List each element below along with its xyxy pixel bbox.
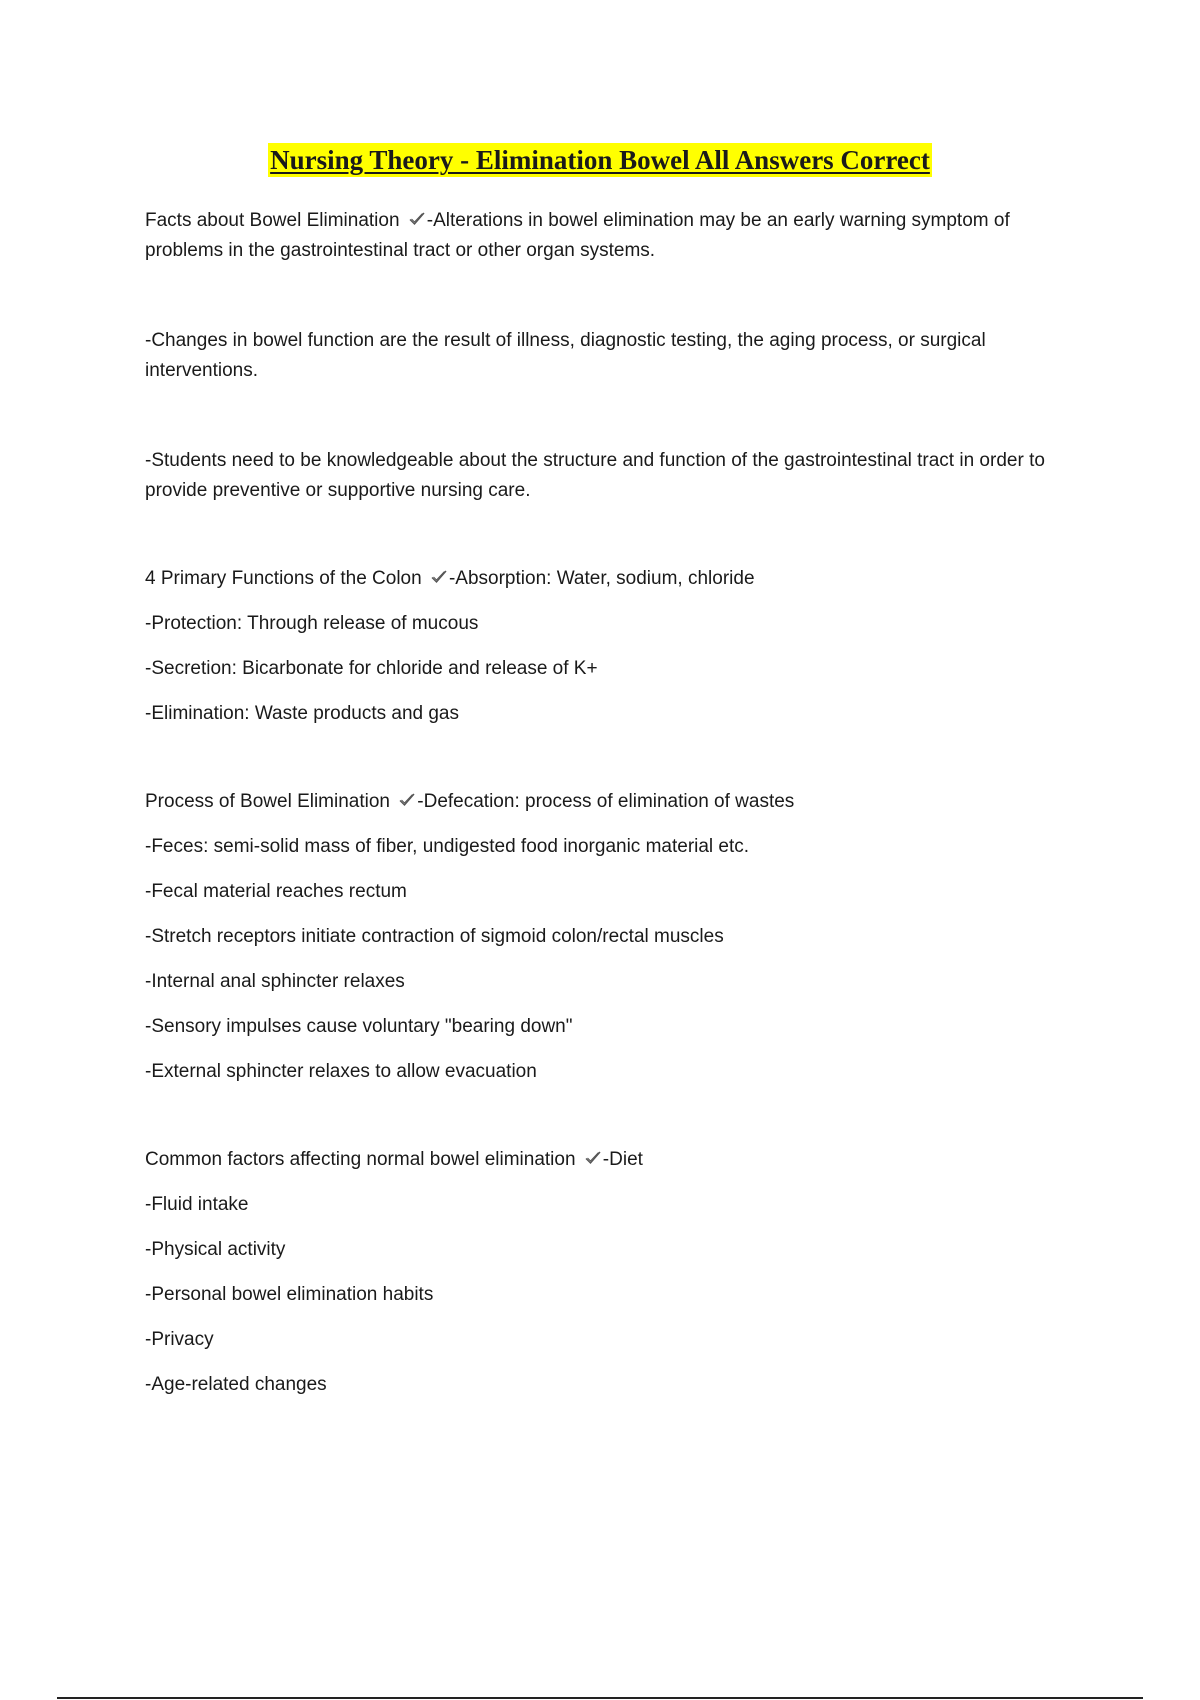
list-item: -Fecal material reaches rectum — [145, 881, 407, 902]
footer-divider — [57, 1697, 1143, 1699]
question-text: Common factors affecting normal bowel elimination — [145, 1149, 576, 1170]
question-text: Process of Bowel Elimination — [145, 791, 390, 812]
qa-entry-colon-functions — [145, 564, 1085, 594]
list-item: -Fluid intake — [145, 1194, 249, 1215]
list-item: -Internal anal sphincter relaxes — [145, 971, 405, 992]
paragraph: -Students need to be knowledgeable about the structure and function of the gastrointestinal tract in order to provide preventive or supportive nursing care. — [145, 450, 1045, 501]
answer-text: -Defecation: process of elimination of wastes — [417, 791, 795, 812]
paragraph: -Changes in bowel function are the result of illness, diagnostic testing, the aging process, or surgical interventions. — [145, 330, 986, 381]
list-item: -Age-related changes — [145, 1374, 327, 1395]
answer-text: -Diet — [602, 1149, 643, 1170]
check-mark-icon — [408, 210, 426, 228]
document-title: Nursing Theory - Elimination Bowel All Answers Correct — [270, 145, 930, 175]
document-body — [145, 206, 1085, 1400]
title-container — [0, 143, 1200, 177]
answer-text: -Absorption: Water, sodium, chloride — [448, 568, 755, 589]
check-mark-icon — [584, 1149, 602, 1167]
qa-entry-common-factors — [145, 1145, 1085, 1175]
check-mark-icon — [398, 791, 416, 809]
list-item: -Physical activity — [145, 1239, 286, 1260]
list-item: -External sphincter relaxes to allow evacuation — [145, 1061, 537, 1082]
list-item: -Privacy — [145, 1329, 214, 1350]
list-item: -Protection: Through release of mucous — [145, 613, 479, 634]
list-item: -Personal bowel elimination habits — [145, 1284, 434, 1305]
list-item: -Secretion: Bicarbonate for chloride and release of K+ — [145, 658, 598, 679]
answer-text: -Alterations in bowel elimination may be an early warning symptom of problems in the gastrointestinal tract or other organ systems. — [145, 210, 1010, 261]
qa-entry-elimination-process — [145, 787, 1085, 817]
question-text: Facts about Bowel Elimination — [145, 210, 400, 231]
list-item: -Elimination: Waste products and gas — [145, 703, 460, 724]
qa-entry-bowel-facts — [145, 206, 1085, 266]
question-text: 4 Primary Functions of the Colon — [145, 568, 422, 589]
list-item: -Stretch receptors initiate contraction of sigmoid colon/rectal muscles — [145, 926, 724, 947]
list-item: -Sensory impulses cause voluntary "bearing down" — [145, 1016, 573, 1037]
check-mark-icon — [430, 568, 448, 586]
list-item: -Feces: semi-solid mass of fiber, undigested food inorganic material etc. — [145, 836, 750, 857]
